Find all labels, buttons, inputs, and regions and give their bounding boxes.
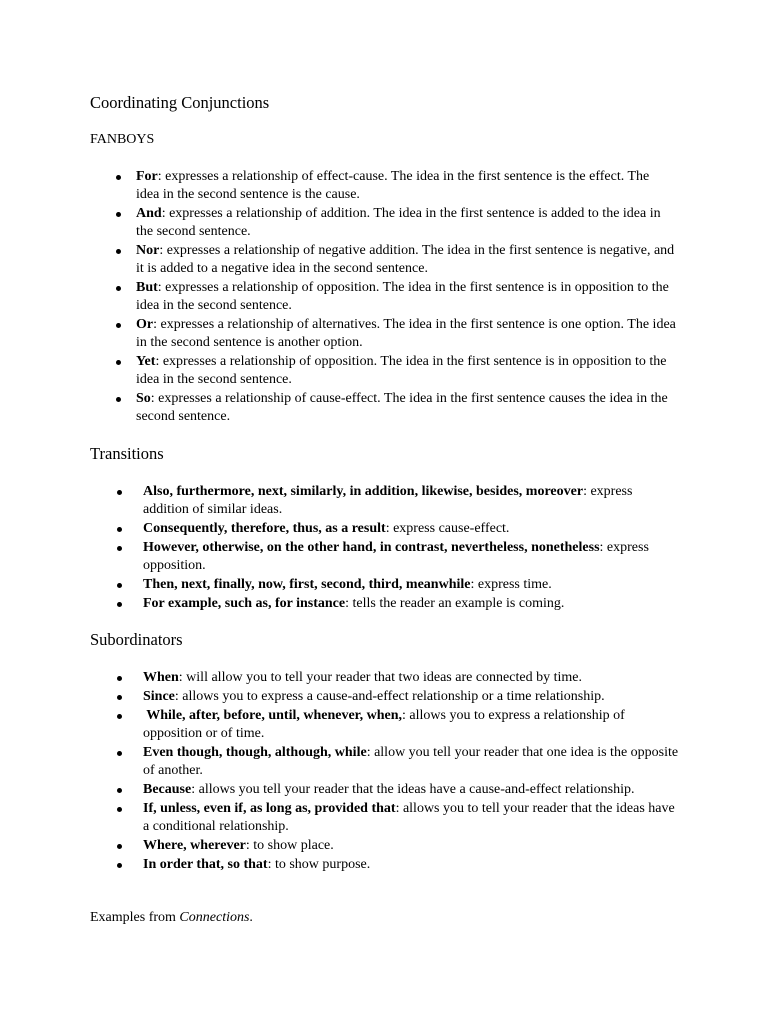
bullet-icon bbox=[117, 807, 122, 812]
bullet-icon bbox=[117, 527, 122, 532]
bullet-icon bbox=[116, 323, 121, 328]
term: While, after, before, until, whenever, when, bbox=[143, 708, 402, 723]
list-item bbox=[136, 353, 676, 389]
term: Because bbox=[143, 782, 192, 797]
heading-coordinating-conjunctions: Coordinating Conjunctions bbox=[90, 93, 270, 112]
examples-prefix: Examples from bbox=[90, 910, 180, 925]
term: Where, wherever bbox=[143, 838, 246, 853]
definition: : tells the reader an example is coming. bbox=[345, 596, 565, 611]
term: Also, furthermore, next, similarly, in addition, likewise, besides, moreover bbox=[143, 484, 584, 499]
term: When bbox=[143, 670, 179, 685]
definition: : to show place. bbox=[245, 838, 334, 853]
definition: : expresses a relationship of negative addition. The idea in the first sentence is negative, and it is added to a negative idea in the second sentence. bbox=[136, 243, 675, 276]
bullet-icon bbox=[116, 397, 121, 402]
bullet-icon bbox=[117, 751, 122, 756]
bullet-icon bbox=[117, 863, 122, 868]
bullet-icon bbox=[117, 676, 122, 681]
definition: : allows you tell your reader that the ideas have a cause-and-effect relationship. bbox=[191, 782, 635, 797]
transitions-list bbox=[143, 483, 673, 614]
bullet-icon bbox=[117, 490, 122, 495]
bullet-icon bbox=[117, 714, 122, 719]
examples-line bbox=[90, 909, 253, 927]
definition: : expresses a relationship of addition. The idea in the first sentence is added to the idea in the second sentence. bbox=[136, 206, 661, 239]
bullet-icon bbox=[117, 788, 122, 793]
list-item bbox=[143, 576, 673, 594]
bullet-icon bbox=[116, 212, 121, 217]
subordinators-list bbox=[143, 669, 683, 875]
definition: : expresses a relationship of opposition. The idea in the first sentence is in opposition to the idea in the second sentence. bbox=[136, 354, 667, 387]
list-item bbox=[136, 242, 676, 278]
list-item bbox=[143, 688, 683, 706]
definition: : expresses a relationship of effect-cause. The idea in the first sentence is the effect. The idea in the second sentence is the cause. bbox=[136, 169, 650, 202]
list-item bbox=[143, 483, 673, 519]
definition: : expresses a relationship of opposition. The idea in the first sentence is in opposition to the idea in the second sentence. bbox=[136, 280, 669, 313]
bullet-icon bbox=[116, 175, 121, 180]
term: Or bbox=[136, 317, 154, 332]
list-item bbox=[143, 707, 683, 743]
bullet-icon bbox=[117, 602, 122, 607]
definition: : will allow you to tell your reader that two ideas are connected by time. bbox=[178, 670, 582, 685]
list-item bbox=[136, 316, 676, 352]
heading-transitions: Transitions bbox=[90, 444, 164, 463]
list-item bbox=[143, 669, 683, 687]
list-item bbox=[136, 390, 676, 426]
examples-source: Connections bbox=[179, 910, 250, 925]
bullet-icon bbox=[117, 546, 122, 551]
term: Then, next, finally, now, first, second, third, meanwhile bbox=[143, 577, 471, 592]
list-item bbox=[143, 837, 683, 855]
bullet-icon bbox=[117, 844, 122, 849]
term: However, otherwise, on the other hand, in contrast, nevertheless, nonetheless bbox=[143, 540, 600, 555]
subheading-fanboys: FANBOYS bbox=[90, 132, 155, 147]
term: Yet bbox=[136, 354, 156, 369]
term: If, unless, even if, as long as, provided that bbox=[143, 801, 396, 816]
definition: : allows you to express a relationship of opposition or of time. bbox=[143, 708, 625, 741]
list-item bbox=[143, 800, 683, 836]
heading-subordinators: Subordinators bbox=[90, 630, 183, 649]
list-item bbox=[136, 168, 676, 204]
term: Consequently, therefore, thus, as a result bbox=[143, 521, 386, 536]
definition: : to show purpose. bbox=[267, 857, 371, 872]
list-item bbox=[143, 856, 683, 874]
list-item bbox=[143, 744, 683, 780]
term: So bbox=[136, 391, 151, 406]
examples-suffix: . bbox=[249, 910, 253, 925]
definition: : allows you to express a cause-and-effect relationship or a time relationship. bbox=[174, 689, 605, 704]
list-item bbox=[136, 279, 676, 315]
bullet-icon bbox=[116, 249, 121, 254]
definition: : express opposition. bbox=[143, 540, 649, 573]
bullet-icon bbox=[116, 360, 121, 365]
bullet-icon bbox=[117, 583, 122, 588]
list-item bbox=[136, 205, 676, 241]
definition: : express cause-effect. bbox=[385, 521, 510, 536]
list-item bbox=[143, 781, 683, 799]
definition: : express addition of similar ideas. bbox=[143, 484, 633, 517]
definition: : allows you to tell your reader that the ideas have a conditional relationship. bbox=[143, 801, 675, 834]
term: For bbox=[136, 169, 158, 184]
term: But bbox=[136, 280, 158, 295]
list-item bbox=[143, 595, 673, 613]
definition: : allow you tell your reader that one idea is the opposite of another. bbox=[143, 745, 679, 778]
term: In order that, so that bbox=[143, 857, 268, 872]
list-item bbox=[143, 520, 673, 538]
term: Even though, though, although, while bbox=[143, 745, 367, 760]
definition: : express time. bbox=[470, 577, 552, 592]
fanboys-list bbox=[136, 168, 676, 427]
list-item bbox=[143, 539, 673, 575]
definition: : expresses a relationship of alternatives. The idea in the first sentence is one option. The idea in the second sentence is another option. bbox=[136, 317, 676, 350]
definition: : expresses a relationship of cause-effect. The idea in the first sentence causes the idea in the second sentence. bbox=[136, 391, 668, 424]
term: Nor bbox=[136, 243, 160, 258]
bullet-icon bbox=[117, 695, 122, 700]
term: Since bbox=[143, 689, 175, 704]
term: For example, such as, for instance bbox=[143, 596, 346, 611]
term: And bbox=[136, 206, 162, 221]
bullet-icon bbox=[116, 286, 121, 291]
